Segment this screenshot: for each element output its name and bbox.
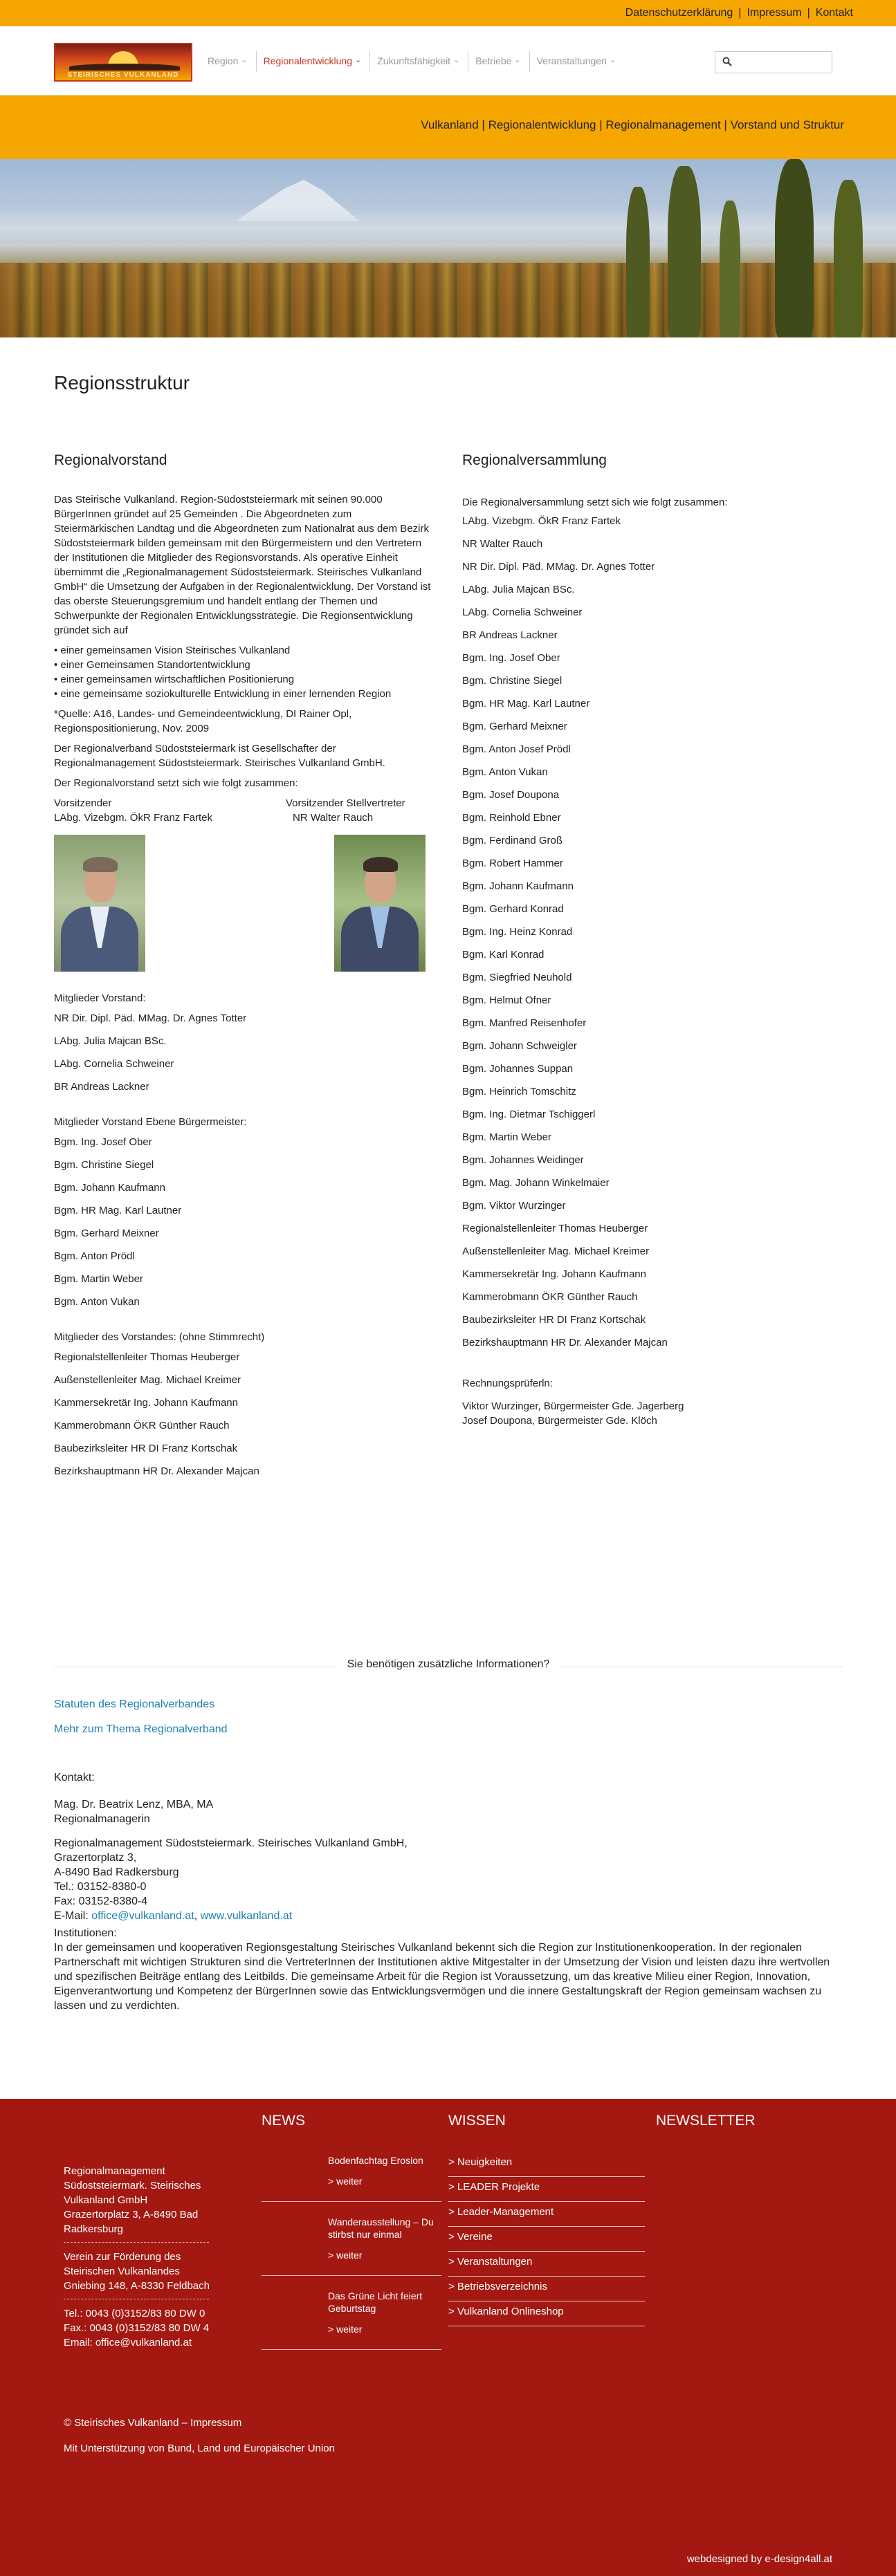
vorstand-intro-text: Das Steirische Vulkanland. Region-Südoststeiermark mit seinen 90.000 BürgerInnen gründet auf 25 Gemeinden . Die Abgeordneten zum Steiermärkischen Landtag und die Abgeordneten zum Nationalrat aus dem Bezirk Südoststeiermark bilden gemeinsam mit den Bürgermeistern und den Vertretern der Institutionen die Mitglieder des Regionsvorstands. Als operative Einheit übernimmt die „Regionalmanagement Südoststeiermark. Steirisches Vulkanland GmbH“ die Umsetzung der Aufgaben in der Regionalentwicklung. Der Vorstand ist das oberste Steuerungsgremium und handelt entlang der Themen und Schwerpunkte der Regionalen Entwicklungsstrategie. Die Regionsentwicklung gründet sich auf [54, 494, 431, 636]
search-box [715, 51, 832, 73]
photo-hair [83, 857, 118, 872]
email-separator: , [194, 1910, 201, 1922]
verband-text: Der Regionalverband Südoststeiermark ist Gesellschafter der Regionalmanagement Südoststeiermark. Steirisches Vulkanland GmbH. [54, 743, 385, 769]
list-item: Bgm. Anton Vukan [54, 1296, 140, 1308]
chair-labels [54, 796, 435, 810]
buergermeister-label: Mitglieder Vorstand Ebene Bürgermeister: [54, 1116, 247, 1128]
mitglieder-list [54, 1011, 435, 1094]
address-line: Vulkanland GmbH [64, 2194, 148, 2206]
list-item: Bgm. Mag. Johann Winkelmaier [462, 1177, 610, 1189]
search-input[interactable] [736, 55, 826, 70]
source-note: *Quelle: A16, Landes- und Gemeindeentwicklung, DI Rainer Opl, Regionspositionierung, Nov. 2009 [54, 708, 352, 734]
chevron-down-icon: ⌄ [609, 56, 616, 64]
footer-wissen-list [448, 2152, 645, 2326]
list-item: LAbg. Cornelia Schweiner [462, 606, 583, 618]
address-line: Gniebing 148, A-8330 Feldbach [64, 2280, 210, 2292]
hero-poplar [720, 201, 740, 337]
breadcrumb: Vulkanland | Regionalentwicklung | Regionalmanagement | Vorstand und Struktur [421, 118, 844, 131]
regionalverband-link[interactable]: Mehr zum Thema Regionalverband [54, 1723, 228, 1735]
list-item: Bgm. Christine Siegel [54, 1159, 154, 1171]
list-item: LAbg. Vizebgm. ÖkR Franz Fartek [462, 515, 621, 527]
person-name: Mag. Dr. Beatrix Lenz, MBA, MA [54, 1799, 214, 1810]
list-item: Bgm. Ferdinand Groß [462, 835, 563, 846]
news-item [262, 2290, 441, 2350]
list-item: NR Dir. Dipl. Päd. MMag. Dr. Agnes Totter [462, 561, 655, 573]
list-item: Bgm. Johannes Suppan [462, 1063, 574, 1075]
list-item: Bgm. Gerhard Meixner [54, 1227, 159, 1239]
address-line: Steirischen Vulkanlandes [64, 2265, 180, 2277]
list-item: NR Walter Rauch [462, 538, 543, 550]
hero-haze [0, 207, 896, 242]
logo-hill [69, 64, 180, 71]
list-item: • eine gemeinsame soziokulturelle Entwicklung in einer lernenden Region [54, 688, 392, 700]
email-line [54, 1909, 843, 1923]
mitglieder-label: Mitglieder Vorstand: [54, 992, 146, 1004]
kontakt-label: Kontakt: [54, 1772, 95, 1783]
list-item: Bgm. Johann Kaufmann [54, 1182, 165, 1194]
footer-email[interactable]: Email: office@vulkanland.at [64, 2337, 192, 2348]
list-item: Regionalstellenleiter Thomas Heuberger [54, 1351, 240, 1363]
list-item: • einer Gemeinsamen Standortentwicklung [54, 659, 250, 671]
pruefer-label: Rechnungsprüferln: [462, 1378, 553, 1389]
chevron-down-icon: ⌄ [453, 56, 460, 64]
news-more-link[interactable]: > weiter [328, 2176, 363, 2187]
site-logo[interactable] [54, 43, 192, 82]
regionalversammlung-heading: Regionalversammlung [462, 452, 607, 468]
footer-phone: Tel.: 0043 (0)3152/83 80 DW 0 [64, 2308, 205, 2319]
list-item: Bgm. Martin Weber [462, 1131, 551, 1143]
footer-newsletter-title: NEWSLETTER [656, 2113, 756, 2129]
regionalversammlung-column [462, 452, 843, 1434]
address-line: Verein zur Förderung des [64, 2251, 181, 2263]
footer-wissen-title: WISSEN [448, 2113, 506, 2129]
list-item: Bgm. HR Mag. Karl Lautner [462, 698, 590, 710]
list-item: Bgm. Helmut Ofner [462, 994, 551, 1006]
datenschutz-link[interactable]: Datenschutzerklärung [625, 7, 733, 19]
address-line: Regionalmanagement [64, 2165, 165, 2177]
list-item: Bgm. HR Mag. Karl Lautner [54, 1205, 182, 1216]
footer-news-list [262, 2154, 441, 2364]
list-item: Bgm. Ing. Heinz Konrad [462, 926, 573, 938]
list-item: Bgm. Johannes Weidinger [462, 1154, 584, 1166]
list-item: NR Dir. Dipl. Päd. MMag. Dr. Agnes Totter [54, 1012, 247, 1024]
list-item: Außenstellenleiter Mag. Michael Kreimer [462, 1245, 650, 1257]
institutionen-text: In der gemeinsamen und kooperativen Regionsgestaltung Steirisches Vulkanland bekennt sich die Region zur Institutionenkooperation. In der regionalen Partnerschaft mit wichtigen Strukturen sind die VertreterInnen der Institutionen aktive Mitgestalter in der Umsetzung der Vision und leisten dazu ihre wertvollen und spezifischen Beiträge entlang des Leitbilds. Die gemeinsame Arbeit für die Region ist Voraussetzung, um das kreative Milieu einer Region, Innovation, Eigenverantwortung und Kompetenz der BürgerInnen sowie das Entwicklungsvermögen und die innere Gestaltungskraft der Region gemeinsam wachsen zu lassen und zu verdichten. [54, 1942, 830, 2012]
list-item: Bgm. Siegfried Neuhold [462, 972, 572, 983]
footer-credit-link[interactable]: webdesigned by e-design4all.at [686, 2553, 832, 2565]
list-item: LAbg. Julia Majcan BSc. [462, 584, 575, 595]
chevron-down-icon: ⌄ [355, 56, 362, 64]
hero-poplar [834, 180, 863, 337]
search-icon[interactable] [722, 57, 732, 68]
regionalvorstand-column [54, 452, 435, 1487]
hero-poplar [626, 187, 650, 337]
list-item: Bgm. Anton Vukan [462, 766, 548, 778]
portrait-photo-rauch [334, 835, 426, 972]
chair-label: Vorsitzender [54, 797, 112, 809]
contact-person [54, 1797, 843, 1826]
list-item: Bgm. Gerhard Meixner [462, 721, 567, 732]
vorstand-composition-text: Der Regionalvorstand setzt sich wie folgt zusammen: [54, 777, 298, 789]
ohne-stimmrecht-list [54, 1350, 435, 1479]
pruefer-item: Josef Doupona, Bürgermeister Gde. Klöch [462, 1415, 657, 1427]
list-item: Kammersekretär Ing. Johann Kaufmann [54, 1397, 238, 1409]
news-item [262, 2216, 441, 2276]
info-section-heading [54, 1656, 843, 1677]
footer-news-title: NEWS [262, 2113, 305, 2129]
fax: Fax: 03152-8380-4 [54, 1896, 148, 1907]
list-item: Bgm. Reinhold Ebner [462, 812, 561, 824]
list-item: Bgm. Heinrich Tomschitz [462, 1086, 576, 1097]
list-item: Bgm. Manfred Reisenhofer [462, 1017, 587, 1029]
address-line: Südoststeiermark. Steirisches [64, 2180, 201, 2192]
chair-name: LAbg. Vizebgm. ÖkR Franz Fartek [54, 812, 212, 824]
list-item: Bgm. Josef Doupona [462, 789, 560, 801]
news-more-link[interactable]: > weiter [328, 2324, 363, 2335]
address-line: Radkersburg [64, 2223, 123, 2235]
list-item: Bgm. Johann Kaufmann [462, 880, 574, 892]
portrait-photo-fartek [54, 835, 145, 972]
nav-item-betriebe[interactable] [468, 51, 529, 72]
news-title[interactable]: Wanderausstellung – Du stirbst nur einmal [328, 2216, 434, 2240]
header [0, 26, 896, 95]
chevron-down-icon: ⌄ [241, 56, 248, 64]
top-bar [0, 0, 896, 26]
list-item: Bgm. Ing. Josef Ober [54, 1136, 152, 1148]
nav-item-region[interactable] [201, 51, 257, 72]
list-item: Bgm. Johann Schweigler [462, 1040, 577, 1052]
main-nav [201, 51, 624, 79]
logo-text: STEIRISCHES VULKANLAND [67, 71, 179, 79]
ohne-stimmrecht-label: Mitglieder des Vorstandes: (ohne Stimmrecht) [54, 1331, 265, 1343]
list-item: Bgm. Gerhard Konrad [462, 903, 564, 915]
nav-label: Veranstaltungen [536, 55, 607, 66]
breadcrumb-band [0, 95, 896, 159]
contact-address [54, 1836, 843, 1923]
list-item: LAbg. Julia Majcan BSc. [54, 1035, 167, 1047]
statuten-link[interactable]: Statuten des Regionalverbandes [54, 1698, 215, 1710]
wissen-link-vereine[interactable]: > Vereine [448, 2227, 645, 2252]
address-line: Grazertorplatz 3, A-8490 Bad [64, 2209, 199, 2221]
list-item: Bgm. Anton Josef Prödl [462, 743, 571, 755]
list-item: • einer gemeinsamen wirtschaftlichen Positionierung [54, 674, 295, 685]
chair-names [54, 810, 435, 825]
hero-autumn-trees [0, 263, 896, 337]
kontakt-link[interactable]: Kontakt [815, 7, 853, 19]
list-item: Kammersekretär Ing. Johann Kaufmann [462, 1268, 646, 1280]
nav-label: Regionalentwicklung [263, 55, 353, 66]
separator: | [807, 7, 810, 19]
list-item: Regionalstellenleiter Thomas Heuberger [462, 1223, 648, 1234]
hero-landscape-image [0, 159, 896, 337]
org-name: Regionalmanagement Südoststeiermark. Steirisches Vulkanland GmbH, [54, 1837, 408, 1849]
email-label: E-Mail: [54, 1910, 92, 1922]
nav-item-zukunftsfaehigkeit[interactable] [370, 51, 468, 72]
list-item: Bgm. Robert Hammer [462, 858, 563, 869]
nav-item-regionalentwicklung[interactable] [257, 51, 371, 72]
list-item: Bgm. Karl Konrad [462, 949, 545, 961]
news-title[interactable]: Das Grüne Licht feiert Geburtstag [328, 2290, 423, 2314]
versammlung-intro: Die Regionalversammlung setzt sich wie folgt zusammen: [462, 497, 728, 508]
list-item: Außenstellenleiter Mag. Michael Kreimer [54, 1374, 241, 1386]
list-item: Bgm. Ing. Josef Ober [462, 652, 560, 664]
regionalvorstand-heading: Regionalvorstand [54, 452, 167, 468]
wissen-link-leader-projekte[interactable]: > LEADER Projekte [448, 2177, 645, 2202]
list-item: Bgm. Viktor Wurzinger [462, 1200, 566, 1212]
hero-poplar [775, 159, 814, 337]
list-item: BR Andreas Lackner [462, 629, 558, 641]
separator: | [738, 7, 742, 19]
footer-support-text: Mit Unterstützung von Bund, Land und Europäischer Union [64, 2443, 335, 2454]
phone: Tel.: 03152-8380-0 [54, 1881, 147, 1893]
wissen-link-neuigkeiten[interactable]: > Neuigkeiten [448, 2152, 645, 2177]
impressum-link[interactable]: Impressum [747, 7, 802, 19]
city: A-8490 Bad Radkersburg [54, 1866, 179, 1878]
wissen-link-onlineshop[interactable]: > Vulkanland Onlineshop [448, 2301, 645, 2326]
buergermeister-list [54, 1135, 435, 1309]
news-item [262, 2154, 441, 2202]
info-heading-text: Sie benötigen zusätzliche Informationen? [338, 1658, 560, 1671]
list-item: Baubezirksleiter HR DI Franz Kortschak [54, 1443, 238, 1454]
list-item: Bezirkshauptmann HR Dr. Alexander Majcan [462, 1337, 668, 1349]
list-item: Bgm. Martin Weber [54, 1273, 143, 1285]
news-more-link[interactable]: > weiter [328, 2250, 363, 2261]
divider [64, 2242, 209, 2243]
versammlung-members-list [462, 514, 843, 1350]
top-links [625, 7, 853, 19]
hero-poplar [668, 166, 701, 337]
list-item: LAbg. Cornelia Schweiner [54, 1058, 174, 1070]
nav-item-veranstaltungen[interactable] [530, 51, 624, 72]
list-item: Bgm. Christine Siegel [462, 675, 563, 687]
wissen-link-veranstaltungen[interactable]: > Veranstaltungen [448, 2252, 645, 2277]
website-link[interactable]: www.vulkanland.at [200, 1910, 293, 1922]
list-item: Baubezirksleiter HR DI Franz Kortschak [462, 1314, 646, 1326]
nav-label: Zukunftsfähigkeit [377, 55, 451, 66]
list-item: Bgm. Ing. Dietmar Tschiggerl [462, 1109, 596, 1120]
deputy-name: NR Walter Rauch [293, 812, 374, 824]
nav-label: Betriebe [475, 55, 512, 66]
list-item: Bezirkshauptmann HR Dr. Alexander Majcan [54, 1465, 259, 1477]
list-item: BR Andreas Lackner [54, 1081, 149, 1093]
footer-fax: Fax.: 0043 (0)3152/83 80 DW 4 [64, 2322, 210, 2334]
chevron-down-icon: ⌄ [514, 56, 521, 64]
portrait-row [54, 825, 435, 985]
list-item: Bgm. Anton Prödl [54, 1250, 135, 1262]
bullet-list [54, 643, 435, 701]
nav-label: Region [208, 55, 239, 66]
list-item: Kammerobmann ÖKR Günther Rauch [54, 1420, 230, 1431]
deputy-label: Vorsitzender Stellvertreter [286, 797, 405, 809]
street: Grazertorplatz 3, [54, 1852, 137, 1864]
wissen-link-leader-management[interactable]: > Leader-Management [448, 2202, 645, 2227]
contact-block [54, 1770, 843, 2013]
photo-hair [363, 857, 398, 872]
footer-address [64, 2164, 230, 2350]
news-title[interactable]: Bodenfachtag Erosion [328, 2155, 423, 2166]
page-title: Regionsstruktur [54, 372, 190, 393]
pruefer-item: Viktor Wurzinger, Bürgermeister Gde. Jagerberg [462, 1400, 684, 1412]
person-role: Regionalmanagerin [54, 1813, 150, 1825]
wissen-link-betriebsverzeichnis[interactable]: > Betriebsverzeichnis [448, 2277, 645, 2301]
email-link[interactable]: office@vulkanland.at [91, 1910, 194, 1922]
footer-copyright[interactable]: © Steirisches Vulkanland – Impressum [64, 2417, 242, 2429]
institutionen-label: Institutionen: [54, 1927, 117, 1939]
list-item: Kammerobmann ÖKR Günther Rauch [462, 1291, 638, 1303]
list-item: • einer gemeinsamen Vision Steirisches Vulkanland [54, 645, 291, 656]
footer [0, 2099, 896, 2576]
